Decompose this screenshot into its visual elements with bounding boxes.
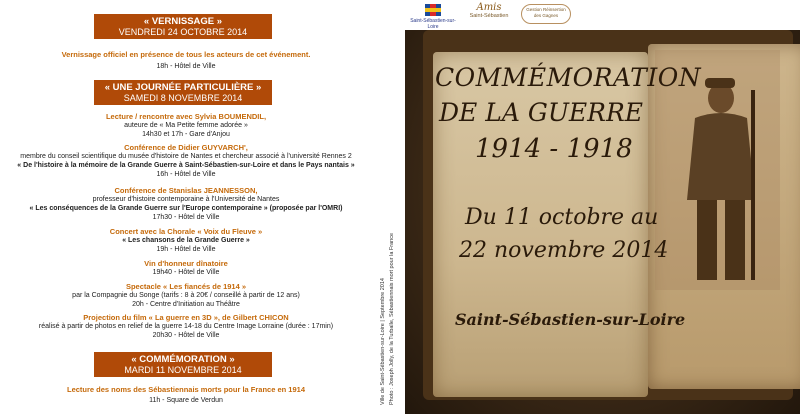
cover-title-1: COMMÉMORATION <box>435 63 702 92</box>
commemoration-info: 11h - Square de Verdun <box>149 397 223 404</box>
event-projection <box>0 313 372 340</box>
journee-title: « UNE JOURNÉE PARTICULIÈRE » <box>104 82 262 93</box>
event-title: Lecture / rencontre avec Sylvia BOUMENDIL, <box>105 112 267 121</box>
vernissage-desc: Vernissage officiel en présence de tous les acteurs de cet événement. <box>61 50 311 59</box>
event-line: 14h30 et 17h - Gare d'Anjou <box>142 131 230 138</box>
event-line: 20h - Centre d'Initiation au Théâtre <box>132 301 240 308</box>
event-line: 16h - Hôtel de Ville <box>156 171 216 178</box>
event-vin <box>0 259 372 277</box>
event-line: auteure de « Ma Petite femme adorée » <box>124 122 248 129</box>
amis-title: Amis <box>476 2 502 13</box>
event-line: membre du conseil scientifique du musée d'histoire de Nantes et chercheur associé à l'université Rennes 2 <box>20 153 352 160</box>
ville-emblem-icon <box>425 4 441 16</box>
event-line: 19h40 - Hôtel de Ville <box>152 269 220 276</box>
event-title: Concert avec la Chorale « Voix du Fleuve » <box>109 227 263 236</box>
cover-panel <box>405 0 800 414</box>
commemoration-title: « COMMÉMORATION » <box>131 354 235 365</box>
journee-header <box>94 80 272 105</box>
event-conference-jeannesson <box>0 186 372 222</box>
event-line: par la Compagnie du Songe (tarifs : 8 à 20€ / conseillé à partir de 12 ans) <box>72 292 300 299</box>
cover-title-2: DE LA GUERRE <box>439 98 644 127</box>
logo-bar <box>405 0 800 30</box>
event-spectacle <box>0 282 372 309</box>
cover-years: 1914 - 1918 <box>475 134 633 164</box>
event-line: « Les conséquences de la Grande Guerre sur l'Europe contemporaine » (proposée par l'OMRI) <box>29 205 343 212</box>
event-line: 17h30 - Hôtel de Ville <box>152 214 220 221</box>
journee-date: SAMEDI 8 NOVEMBRE 2014 <box>123 93 243 103</box>
event-lecture <box>0 112 372 139</box>
cover-dates-2: 22 novembre 2014 <box>459 238 669 263</box>
program-panel <box>0 0 372 414</box>
amis-logo <box>467 2 511 19</box>
vernissage-date: VENDREDI 24 OCTOBRE 2014 <box>118 27 248 37</box>
event-concert <box>0 227 372 254</box>
spine-credit: Ville de Saint-Sébastien-sur-Loire | Septembre 2014 <box>380 278 386 405</box>
amis-subtitle: Saint-Sébastien <box>469 13 509 19</box>
commemoration-details <box>0 385 372 405</box>
vernissage-title: « VERNISSAGE » <box>143 16 223 27</box>
event-line: « Les chansons de la Grande Guerre » <box>122 237 250 244</box>
event-title: Conférence de Stanislas JEANNESSON, <box>114 186 258 195</box>
event-line: professeur d'histoire contemporaine à l'Université de Nantes <box>92 196 280 203</box>
event-line: « De l'histoire à la mémoire de la Grande Guerre à Saint-Sébastien-sur-Loire et dans le Pays nantais » <box>17 162 355 169</box>
event-conference-guyvarch <box>0 143 372 179</box>
spine <box>372 0 405 414</box>
event-title: Vin d'honneur dînatoire <box>144 259 228 268</box>
event-line: 20h30 - Hôtel de Ville <box>152 332 220 339</box>
vernissage-details <box>0 50 372 71</box>
vernissage-header <box>94 14 272 39</box>
commemoration-header <box>94 352 272 377</box>
event-title: Conférence de Didier GUYVARCH', <box>124 143 248 152</box>
ville-logo <box>407 4 459 30</box>
event-title: Spectacle « Les fiancés de 1914 » <box>125 282 247 291</box>
ville-name: Saint-Sébastien-sur-Loire <box>410 18 456 30</box>
vernissage-info: 18h - Hôtel de Ville <box>156 63 216 70</box>
event-line: réalisé à partir de photos en relief de la guerre 14-18 du Centre Image Lorraine (durée : 17min) <box>38 323 334 330</box>
spine-photo-credit: Photo : Joseph Jolly, de la Turballe, Sébastiennais mort pour la France <box>389 232 395 405</box>
event-line: 19h - Hôtel de Ville <box>156 246 216 253</box>
event-title: Projection du film « La guerre en 3D », de Gilbert CHICON <box>83 313 289 322</box>
cover-place: Saint-Sébastien-sur-Loire <box>455 310 686 329</box>
commemoration-date: MARDI 11 NOVEMBRE 2014 <box>124 365 242 375</box>
third-logo: Gestion Réinsertion des Gagnes <box>521 4 571 24</box>
commemoration-desc: Lecture des noms des Sébastiennais morts pour la France en 1914 <box>66 385 305 394</box>
cover-dates-1: Du 11 octobre au <box>465 205 659 230</box>
